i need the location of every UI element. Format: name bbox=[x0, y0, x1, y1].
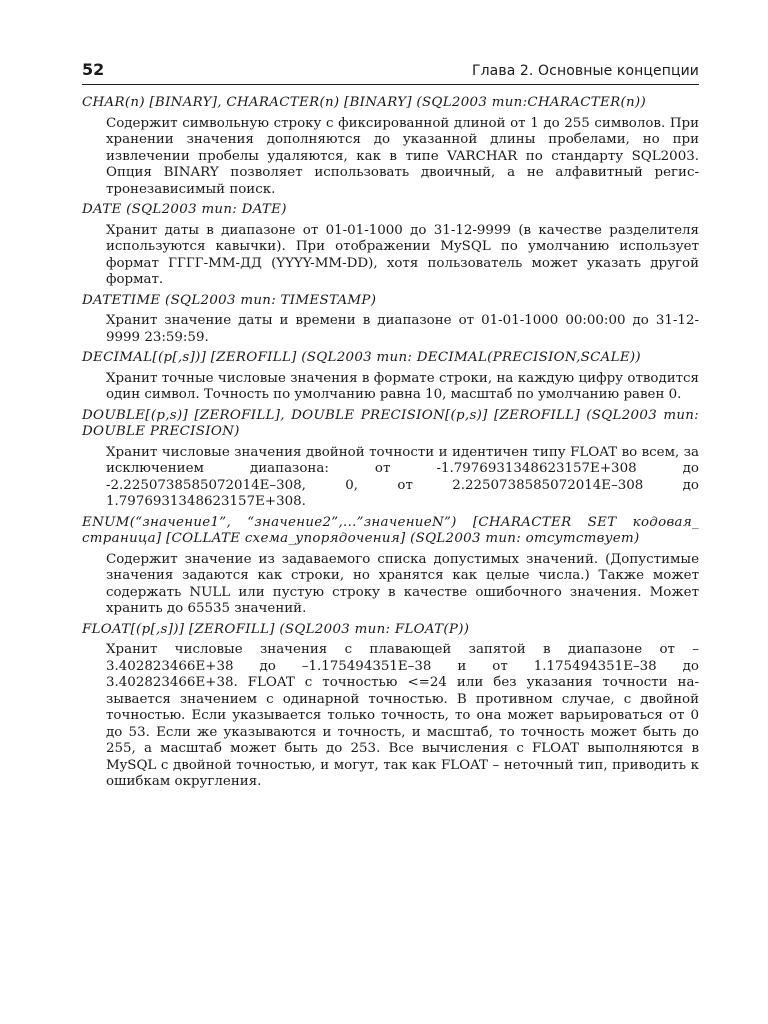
entry-title: ENUM(“значение1”, “значение2”,...”значениеN”) [CHARACTER SET кодовая_ страница] [COLLATE схема_упорядочения] (SQL2003 тип: отсутствует) bbox=[82, 514, 699, 546]
entry-datetime bbox=[82, 293, 699, 347]
page-number: 52 bbox=[82, 60, 105, 79]
book-page bbox=[82, 60, 699, 795]
entry-decimal bbox=[82, 350, 699, 404]
data-type-list bbox=[82, 95, 699, 791]
page-header bbox=[82, 60, 699, 85]
chapter-title: Глава 2. Основные концепции bbox=[471, 63, 699, 79]
entry-title: DATE (SQL2003 тип: DATE) bbox=[82, 202, 287, 217]
entry-char bbox=[82, 95, 699, 198]
entry-title: FLOAT[(p[,s])] [ZEROFILL] (SQL2003 тип: FLOAT(P)) bbox=[82, 621, 470, 637]
entry-description: Содержит символьную строку с фиксированной длиной от 1 до 255 символов. При хранении значения дополняются до указанной длины пробелами, но при извлечении пробелы удаляются, как в типе VARCHAR по стандарту SQL2003. Опция BINARY позволяет использовать двоичный, а не алфавитный регистронезависимый поиск. bbox=[106, 115, 699, 197]
entry-double bbox=[82, 408, 699, 511]
entry-description: Хранит значение даты и времени в диапазоне от 01-01-1000 00:00:00 до 31-12-9999 23:59:59. bbox=[106, 313, 699, 345]
entry-description: Хранит даты в диапазоне от 01-01-1000 до 31-12-9999 (в качестве разделителя используются кавычки). При отображении MySQL по умолчанию использует формат ГГГГ-ММ-ДД (YYYY-MM-DD), хотя пользователь может указать другой формат. bbox=[106, 222, 699, 287]
entry-date bbox=[82, 202, 699, 289]
entry-float bbox=[82, 622, 699, 791]
entry-description: Хранит точные числовые значения в формате строки, на каждую цифру отводится один символ. Точность по умолчанию равна 10, масштаб по умолчанию равен 0. bbox=[106, 370, 699, 402]
entry-title: DECIMAL[(p[,s])] [ZEROFILL] (SQL2003 тип: DECIMAL(PRECISION,SCALE)) bbox=[82, 350, 641, 365]
entry-title: DATETIME (SQL2003 тип: TIMESTAMP) bbox=[82, 292, 377, 308]
entry-description: Содержит значение из задаваемого списка допустимых значений. (Допустимые значения задаются как строки, но хранятся как целые числа.) Также может содержать NULL или пустую строку в качестве ошибочного значения. Может хранить до 65535 значений. bbox=[106, 551, 699, 616]
entry-title: CHAR(n) [BINARY], CHARACTER(n) [BINARY] (SQL2003 тип:CHARACTER(n)) bbox=[82, 95, 646, 110]
entry-description: Хранит числовые значения с плавающей запятой в диапазоне от –3.402823466E+38 до –1.175494351E–38 и от 1.175494351E–38 до 3.402823466E+38. FLOAT с точностью <=24 или без указания точности называется значением с одинарной точностью. В противном случае, с двойной точностью. Если указывается только точность, то она может варьироваться от 0 до 53. Если же указываются и точность, и масштаб, то точность может быть до 255, а масштаб может быть до 253. Все вычисления с FLOAT выполняются в MySQL с двойной точностью, и могут, так как FLOAT – неточный тип, приводить к ошибкам округления. bbox=[106, 642, 699, 789]
entry-title: DOUBLE[(p,s)] [ZEROFILL], DOUBLE PRECISION[(p,s)] [ZEROFILL] (SQL2003 тип: DOUBLE PRECISION) bbox=[82, 407, 699, 439]
entry-description: Хранит числовые значения двойной точности и идентичен типу FLOAT во всем, за исключением диапазона: от -1.7976931348623157E+308 до -2.2250738585072014E–308, 0, от 2.2250738585072014E–308 до 1.7976931348623157E+308. bbox=[106, 444, 699, 509]
entry-enum bbox=[82, 515, 699, 618]
